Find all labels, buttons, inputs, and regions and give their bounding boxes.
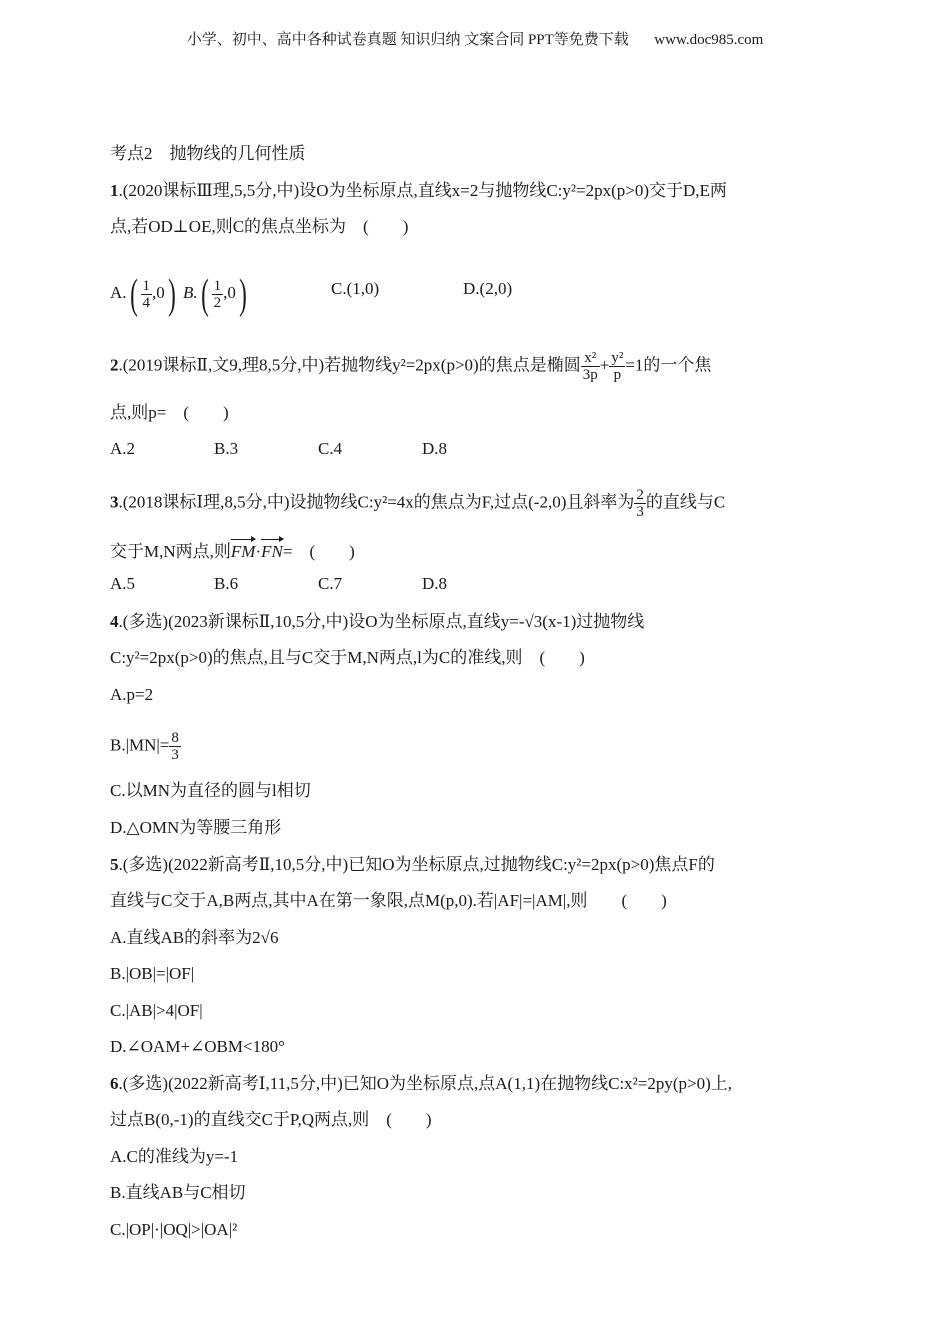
q6-optB: B.直线AB与C相切	[110, 1183, 246, 1202]
q3-optC: C.7	[318, 574, 343, 593]
vector-FM: FM	[231, 537, 256, 563]
q2-frac1: $\frac{\text{x²}}{3p}$	[582, 350, 598, 383]
q6-number: 6	[110, 1074, 119, 1093]
q4-line1: 4.(多选)(2023新课标Ⅱ,10,5分,中)设O为坐标原点,直线y=-√3(x-1)过抛物线	[110, 612, 645, 631]
q6-line1: 6.(多选)(2022新高考Ⅰ,11,5分,中)已知O为坐标原点,点A(1,1)在抛物线C:x²=2py(p>0)上,	[110, 1074, 733, 1093]
q3-number: 3	[110, 492, 119, 512]
q4-optC: C.以MN为直径的圆与l相切	[110, 781, 311, 800]
q3-optB: B.6	[214, 574, 239, 593]
q5-optD: D.∠OAM+∠OBM<180°	[110, 1037, 285, 1056]
q1-optC: C.(1,0)	[331, 279, 380, 298]
q5-line1: 5.(多选)(2022新高考Ⅱ,10,5分,中)已知O为坐标原点,过抛物线C:y²=2px(p>0)焦点F的	[110, 855, 715, 874]
q3-line1: 3.(2018课标Ⅰ理,8,5分,中)设抛物线C:y²=4x的焦点为F,过点(-2,0)且斜率为 $\frac{2}{3}$ 的直线与C	[110, 487, 726, 520]
section-title: 考点2 抛物线的几何性质	[110, 144, 306, 163]
q1-line1	[110, 180, 727, 202]
q1-line2: 点,若OD⊥OE,则C的焦点坐标为 ( )	[110, 217, 409, 236]
q4-line2: C:y²=2px(p>0)的焦点,且与C交于M,N两点,l为C的准线,则 ( )	[110, 648, 585, 667]
q5-number: 5	[110, 855, 119, 874]
q2-line2: 点,则p= ( )	[110, 403, 229, 422]
q5-optC: C.|AB|>4|OF|	[110, 1001, 203, 1020]
header-url: www.doc985.com	[654, 32, 764, 48]
vector-FN: FN	[261, 537, 283, 563]
q2-optC: C.4	[318, 439, 343, 458]
q3-optA: A.5	[110, 574, 136, 593]
q2-frac2: $\frac{\text{y²}}{p}$	[611, 350, 624, 383]
q3-line2: 交于M,N两点,则FM·FN= ( )	[110, 537, 355, 563]
page-header	[0, 28, 950, 49]
q5-optB: B.|OB|=|OF|	[110, 964, 195, 983]
q4-optA: A.p=2	[110, 685, 154, 704]
q2-number: 2	[110, 355, 119, 375]
q2-optD: D.8	[422, 439, 448, 458]
q3-optD: D.8	[422, 574, 448, 593]
q1-optB: B.( $\frac{1}{2}$ ,0)	[183, 271, 247, 318]
q1-options	[110, 271, 250, 318]
header-left-text: 小学、初中、高中各种试卷真题 知识归纳 文案合同 PPT等免费下载	[186, 32, 629, 48]
q6-line2: 过点B(0,-1)的直线交C于P,Q两点,则 ( )	[110, 1110, 432, 1129]
q3-frac: $\frac{2}{3}$	[636, 487, 644, 520]
q1-number: 1	[110, 181, 119, 200]
q5-optA: A.直线AB的斜率为2√6	[110, 928, 279, 947]
q1-optA: A.( $\frac{1}{4}$ ,0)	[110, 271, 176, 318]
q6-optA: A.C的准线为y=-1	[110, 1147, 239, 1166]
q4-optB: B.|MN|= $\frac{8}{3}$	[110, 730, 179, 763]
q2-line1: 2.(2019课标Ⅱ,文9,理8,5分,中)若抛物线y²=2px(p>0)的焦点是椭圆 $\frac{\text{x²}}{3p}$ + $\frac{\text{y²}}{p}$ =1的一个焦	[110, 350, 712, 383]
q4-optD: D.△OMN为等腰三角形	[110, 818, 282, 837]
q5-line2: 直线与C交于A,B两点,其中A在第一象限,点M(p,0).若|AF|=|AM|,则 ( )	[110, 891, 667, 910]
q1-optD: D.(2,0)	[463, 279, 513, 298]
q2-optB: B.3	[214, 439, 239, 458]
q6-optC: C.|OP|·|OQ|>|OA|²	[110, 1220, 238, 1239]
q2-optA: A.2	[110, 439, 136, 458]
q4-number: 4	[110, 612, 119, 631]
q1-text-1: .(2020课标Ⅲ理,5,5分,中)设O为坐标原点,直线x=2与抛物线C:y²=2px(p>0)交于D,E两	[118, 181, 727, 200]
